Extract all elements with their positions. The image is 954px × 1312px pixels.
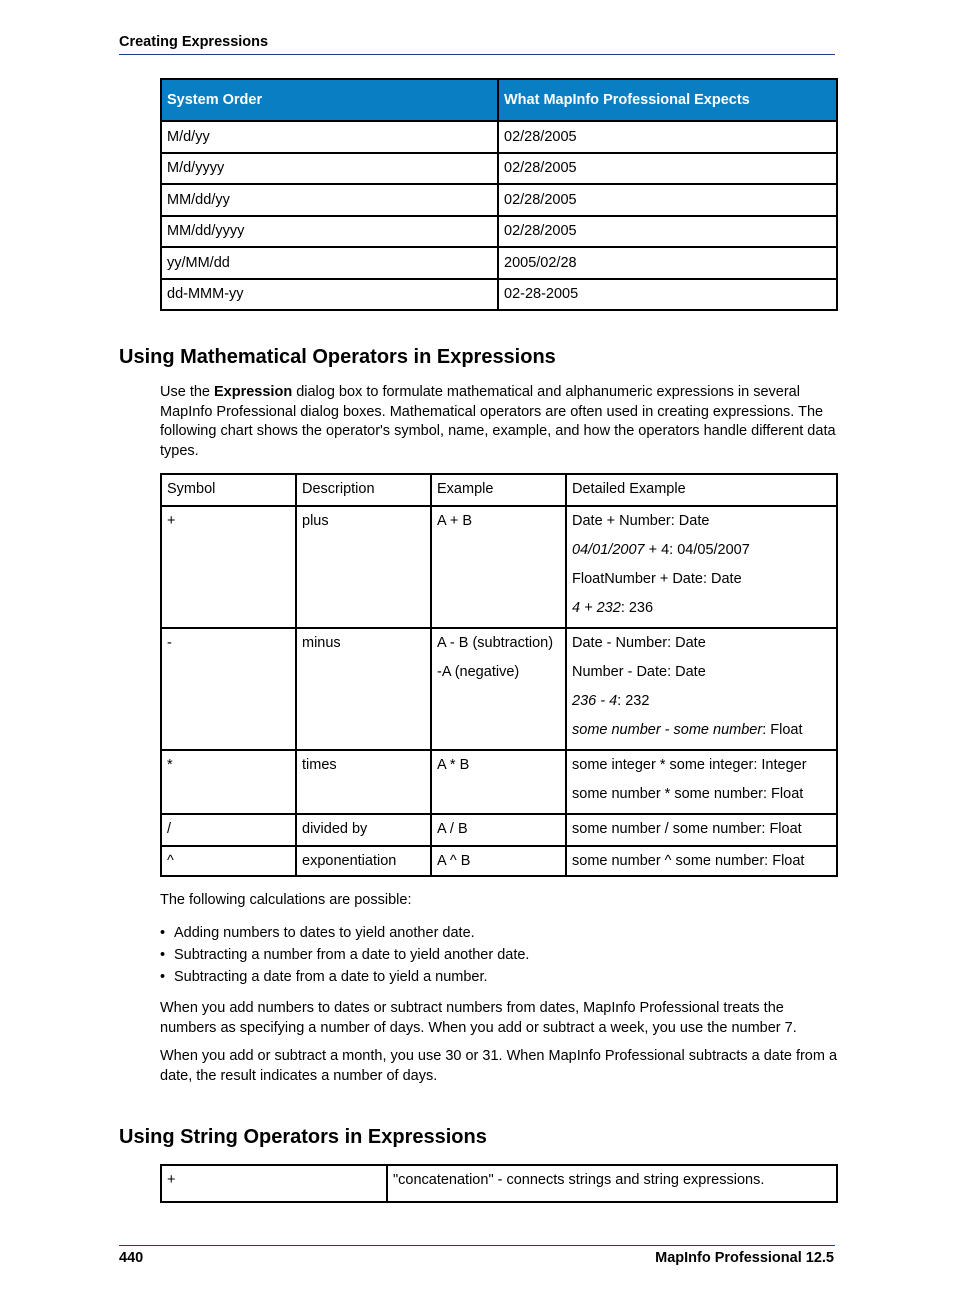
symbol-cell: *: [161, 750, 296, 814]
table-row: [161, 247, 837, 279]
example-cell: [431, 628, 566, 750]
list-item-text: Subtracting a date from a date to yield a number.: [174, 969, 488, 985]
detail-line: [572, 722, 831, 738]
example-cell: A ^ B: [431, 846, 566, 876]
table-row: [161, 1165, 837, 1202]
detail-line: some integer * some integer: Integer: [572, 757, 807, 773]
detail-text: : Float: [762, 722, 803, 738]
symbol-cell: +: [161, 506, 296, 628]
detail-italic: +: [580, 600, 597, 616]
days-paragraph: When you add numbers to dates or subtract numbers from dates, MapInfo Professional treats the numbers as specifying a number of days. When you add or subtract a week, you use the number 7.: [160, 1000, 797, 1036]
detail-line: [572, 693, 831, 722]
detailed-example-cell: some number / some number: Float: [566, 814, 837, 846]
page-number: 440: [119, 1250, 144, 1266]
table-cell: 02/28/2005: [498, 216, 837, 248]
detail-line: [572, 542, 831, 571]
detail-line: Number - Date: Date: [572, 664, 706, 680]
table-cell: 2005/02/28: [498, 247, 837, 279]
detail-italic: 4: [572, 600, 581, 616]
table-cell: 02/28/2005: [498, 184, 837, 216]
list-item: [160, 967, 529, 989]
column-header: What MapInfo Professional Expects: [498, 79, 837, 121]
calculations-list: [160, 923, 529, 989]
list-item: [160, 923, 529, 945]
list-item: [160, 945, 529, 967]
bullet-icon: •: [160, 969, 166, 985]
detail-italic: 04/01/2007: [572, 542, 645, 558]
string-operators-table: [160, 1164, 838, 1203]
table-cell: M/d/yyyy: [161, 153, 498, 185]
symbol-cell: +: [161, 1165, 387, 1202]
table-cell: 02/28/2005: [498, 121, 837, 153]
table-cell: MM/dd/yyyy: [161, 216, 498, 248]
example-line: A - B (subtraction): [437, 635, 554, 651]
intro-paragraph: [160, 383, 838, 462]
symbol-cell: -: [161, 628, 296, 750]
running-header: Creating Expressions: [119, 34, 835, 55]
column-header: Detailed Example: [566, 474, 837, 506]
example-line: -A (negative): [437, 664, 520, 680]
detail-text: : 232: [617, 693, 650, 709]
description-cell: divided by: [296, 814, 431, 846]
example-cell: A / B: [431, 814, 566, 846]
intro-text: Use the: [160, 384, 214, 400]
table-cell: 02-28-2005: [498, 279, 837, 311]
description-cell: plus: [296, 506, 431, 628]
detail-line: some number * some number: Float: [572, 786, 804, 802]
detailed-example-cell: [566, 628, 837, 750]
description-cell: minus: [296, 628, 431, 750]
detail-line: [572, 600, 831, 616]
intro-text: dialog box to formulate mathematical and alphanumeric expressions in several MapInfo Professional dialog boxes. Mathematical operators are often used in creating expressions. The following chart shows the operator's symbol, name, example, and how the operators handle different data types.: [160, 384, 836, 460]
list-item-text: Adding numbers to dates to yield another date.: [174, 925, 475, 941]
detail-line: Date - Number: Date: [572, 635, 706, 651]
calc-intro-paragraph: The following calculations are possible:: [160, 892, 412, 908]
table-row: [161, 279, 837, 311]
detailed-example-cell: [566, 750, 837, 814]
detailed-example-cell: [566, 506, 837, 628]
detail-line: Date + Number: Date: [572, 513, 710, 529]
table-row: [161, 506, 837, 628]
example-cell: A + B: [431, 506, 566, 628]
section-heading: Using Mathematical Operators in Expressions: [119, 346, 556, 368]
symbol-cell: ^: [161, 846, 296, 876]
detail-italic: 236 - 4: [572, 693, 618, 709]
table-row: [161, 121, 837, 153]
table-row: [161, 184, 837, 216]
section-heading: Using String Operators in Expressions: [119, 1126, 487, 1148]
example-cell: A * B: [431, 750, 566, 814]
column-header: System Order: [161, 79, 498, 121]
bullet-icon: •: [160, 925, 166, 941]
description-cell: "concatenation" - connects strings and string expressions.: [387, 1165, 837, 1202]
description-cell: exponentiation: [296, 846, 431, 876]
table-row: [161, 814, 837, 846]
table-header-row: [161, 79, 837, 121]
table-cell: yy/MM/dd: [161, 247, 498, 279]
detailed-example-cell: some number ^ some number: Float: [566, 846, 837, 876]
footer-divider: [119, 1245, 835, 1246]
table-row: [161, 750, 837, 814]
bullet-icon: •: [160, 947, 166, 963]
table-cell: MM/dd/yy: [161, 184, 498, 216]
table-cell: 02/28/2005: [498, 153, 837, 185]
month-paragraph: When you add or subtract a month, you use 30 or 31. When MapInfo Professional subtracts a date from a date, the result indicates a number of days.: [160, 1048, 838, 1084]
column-header: Description: [296, 474, 431, 506]
table-cell: dd-MMM-yy: [161, 279, 498, 311]
operators-table: [160, 473, 838, 877]
symbol-cell: /: [161, 814, 296, 846]
expression-term: Expression: [214, 384, 293, 400]
table-row: [161, 153, 837, 185]
table-cell: M/d/yy: [161, 121, 498, 153]
table-row: [161, 216, 837, 248]
table-row: [161, 846, 837, 876]
table-header-row: [161, 474, 837, 506]
description-cell: times: [296, 750, 431, 814]
detail-line: FloatNumber + Date: Date: [572, 571, 742, 587]
date-format-table: [160, 78, 838, 311]
detail-italic: some number - some number: [572, 722, 763, 738]
column-header: Symbol: [161, 474, 296, 506]
detail-italic: 232: [596, 600, 621, 616]
product-name: MapInfo Professional 12.5: [655, 1250, 834, 1266]
table-row: [161, 628, 837, 750]
detail-text: : 236: [620, 600, 654, 616]
list-item-text: Subtracting a number from a date to yield another date.: [174, 947, 530, 963]
column-header: Example: [431, 474, 566, 506]
detail-text: + 4: 04/05/2007: [644, 542, 750, 558]
